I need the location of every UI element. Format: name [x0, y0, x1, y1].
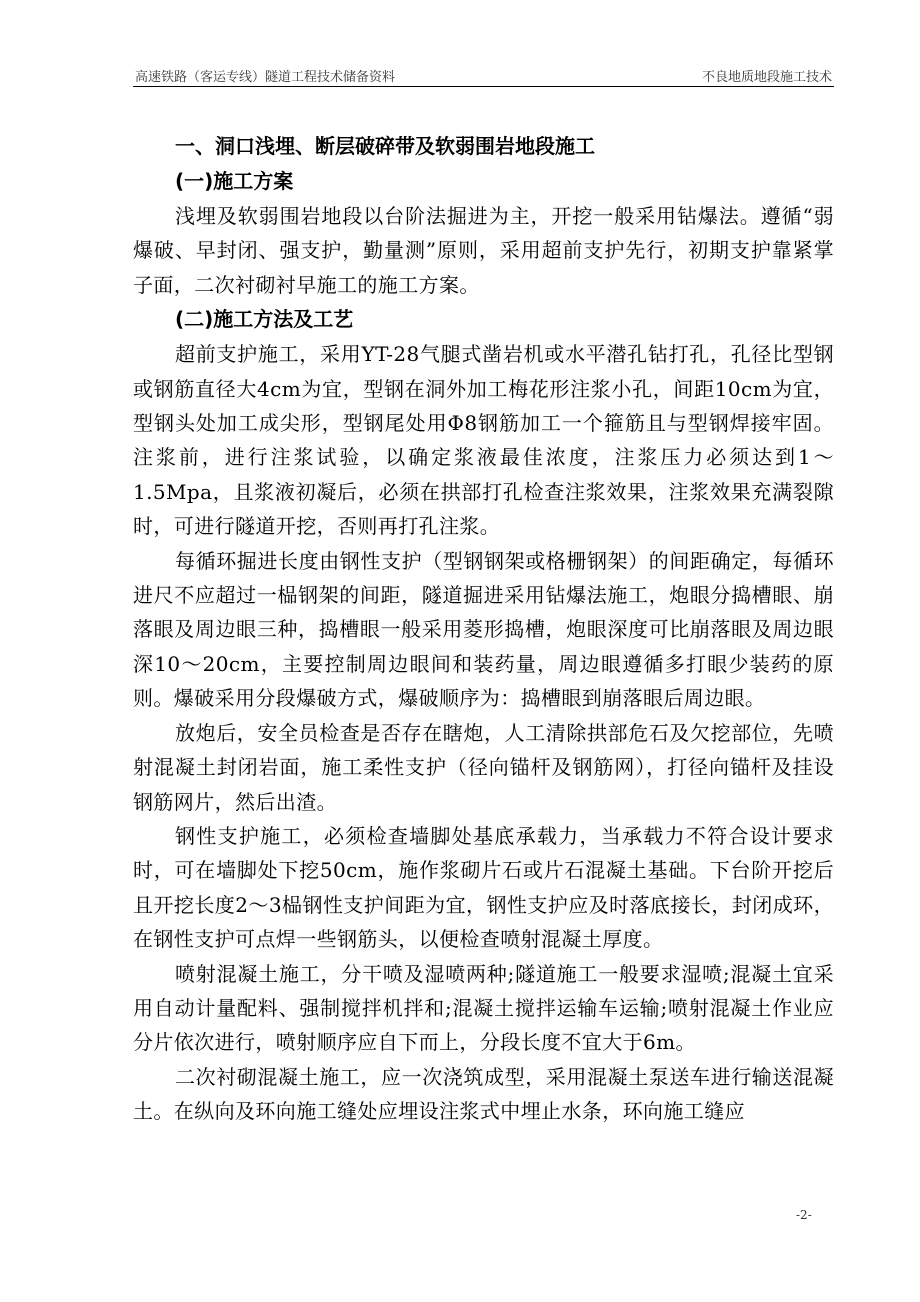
document-body — [133, 128, 834, 1129]
subsection-heading-construction-plan: (一)施工方案 — [175, 169, 294, 193]
header-document-title: 高速铁路（客运专线）隧道工程技术储备资料 — [135, 70, 396, 85]
header-chapter-title: 不良地质地段施工技术 — [701, 70, 832, 85]
subsection-heading-construction-method: (二)施工方法及工艺 — [175, 307, 354, 332]
paragraph: 浅埋及软弱围岩地段以台阶法掘进为主，开挖一般采用钻爆法。遵循“弱爆破、早封闭、强支护，勤量测”原则，采用超前支护先行，初期支护靠紧掌子面，二次衬砌衬早施工的施工方案。 — [133, 204, 834, 297]
page-header — [133, 64, 834, 87]
paragraph: 放炮后，安全员检查是否存在瞎炮，人工清除拱部危石及欠挖部位，先喷射混凝土封闭岩面，施工柔性支护（径向锚杆及钢筋网），打径向锚杆及挂设钢筋网片，然后出渣。 — [133, 720, 834, 814]
paragraph: 二次衬砌混凝土施工，应一次浇筑成型，采用混凝土泵送车进行输送混凝土。在纵向及环向施工缝处应埋设注浆式中埋止水条，环向施工缝应 — [133, 1064, 834, 1124]
paragraph: 喷射混凝土施工，分干喷及湿喷两种;隧道施工一般要求湿喷;混凝土宜采用自动计量配料、强制搅拌机拌和;混凝土搅拌运输车运输;喷射混凝土作业应分片依次进行，喷射顺序应自下而上，分段长度不宜大于6m。 — [133, 961, 834, 1055]
section-heading: 一、洞口浅埋、断层破碎带及软弱围岩地段施工 — [175, 134, 595, 158]
paragraph: 每循环掘进长度由钢性支护（型钢钢架或格栅钢架）的间距确定，每循环进尺不应超过一榀钢架的间距，隧道掘进采用钻爆法施工，炮眼分捣槽眼、崩落眼及周边眼三种，捣槽眼一般采用菱形捣槽，炮眼深度可比崩落眼及周边眼深10～20cm，主要控制周边眼间和装药量，周边眼遵循多打眼少装药的原则。爆破采用分段爆破方式，爆破顺序为：捣槽眼到崩落眼后周边眼。 — [133, 548, 834, 711]
paragraph: 钢性支护施工，必须检查墙脚处基底承载力，当承载力不符合设计要求时，可在墙脚处下挖50cm，施作浆砌片石或片石混凝土基础。下台阶开挖后且开挖长度2～3榀钢性支护间距为宜，钢性支护应及时落底接长，封闭成环，在钢性支护可点焊一些钢筋头，以便检查喷射混凝土厚度。 — [133, 823, 834, 952]
paragraph: 超前支护施工，采用YT-28气腿式凿岩机或水平潜孔钻打孔，孔径比型钢或钢筋直径大4cm为宜，型钢在洞外加工梅花形注浆小孔，间距10cm为宜，型钢头处加工成尖形，型钢尾处用Φ8钢筋加工一个箍筋且与型钢焊接牢固。注浆前，进行注浆试验，以确定浆液最佳浓度，注浆压力必须达到1～1.5Mpa，且浆液初凝后，必须在拱部打孔检查注浆效果，注浆效果充满裂隙时，可进行隧道开挖，否则再打孔注浆。 — [133, 342, 834, 539]
page-number: -2- — [796, 1208, 812, 1222]
